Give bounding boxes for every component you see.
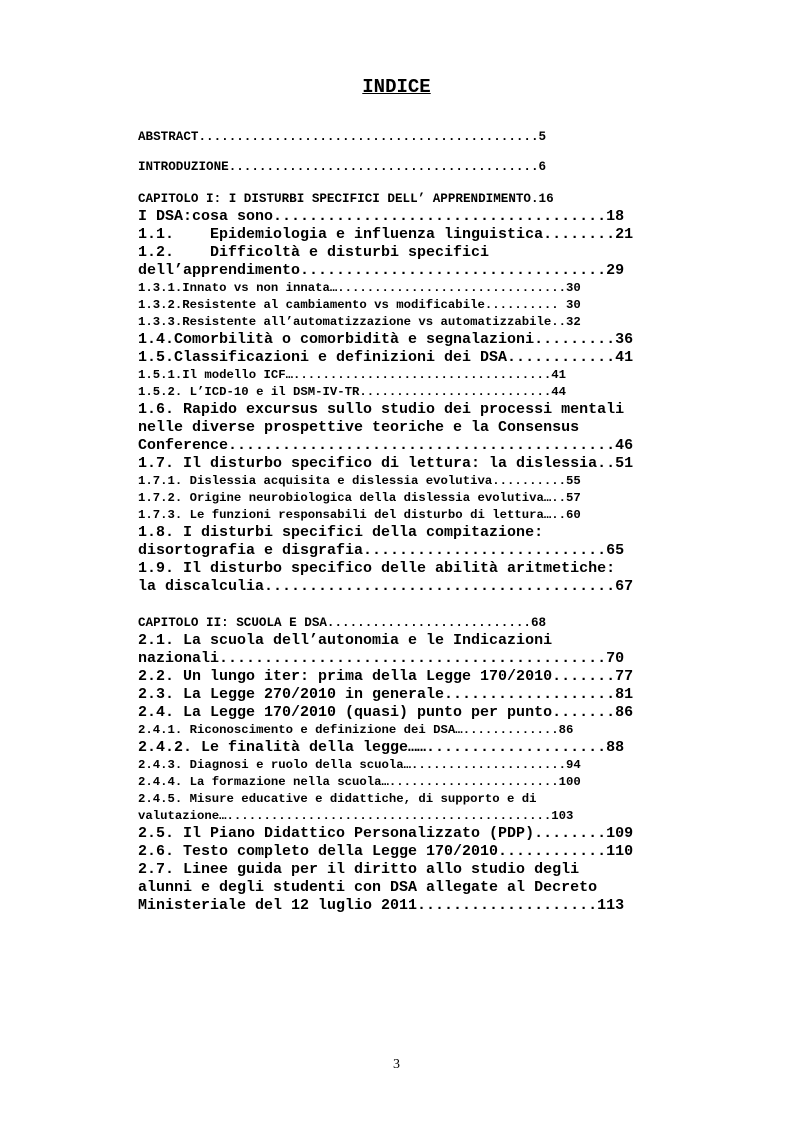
- toc-entry: 2.7. Linee guida per il diritto allo studio degli: [138, 861, 580, 878]
- toc-entry: la discalculia.......................................67: [138, 578, 634, 595]
- toc-entry: I DSA:cosa sono.....................................18: [138, 208, 625, 225]
- toc-entry: dell’apprendimento..................................29: [138, 262, 625, 279]
- toc-entry: alunni e degli studenti con DSA allegate al Decreto: [138, 879, 598, 896]
- toc-entry: 1.4.Comorbilità o comorbidità e segnalazioni.........36: [138, 331, 634, 348]
- page-number: 3: [393, 1057, 400, 1072]
- toc-entry: 1.3.2.Resistente al cambiamento vs modificabile.......... 30: [138, 298, 581, 312]
- toc-entry: INTRODUZIONE.........................................6: [138, 160, 547, 174]
- page-title: INDICE: [362, 76, 431, 98]
- toc-entry: 1.7.3. Le funzioni responsabili del disturbo di lettura…..60: [138, 508, 581, 522]
- toc-entry: 1.6. Rapido excursus sullo studio dei processi mentali: [138, 401, 625, 418]
- toc-entry: 1.7.1. Dislessia acquisita e dislessia evolutiva..........55: [138, 474, 581, 488]
- toc-entry: 1.5.Classificazioni e definizioni dei DSA............41: [138, 349, 634, 366]
- toc-entry: 1.3.1.Innato vs non innata…...............................30: [138, 281, 581, 295]
- toc-entry: disortografia e disgrafia...........................65: [138, 542, 625, 559]
- toc-entry: 2.2. Un lungo iter: prima della Legge 170/2010.......77: [138, 668, 634, 685]
- toc-entry: 1.5.2. L’ICD-10 e il DSM-IV-TR..........................44: [138, 385, 567, 399]
- toc-entry: 1.8. I disturbi specifici della compitazione:: [138, 524, 544, 541]
- toc-entry: 2.4. La Legge 170/2010 (quasi) punto per punto.......86: [138, 704, 634, 721]
- toc-entry: 2.6. Testo completo della Legge 170/2010............110: [138, 843, 634, 860]
- toc-entry: 2.4.5. Misure educative e didattiche, di supporto e di: [138, 792, 537, 806]
- toc-entry: 1.1. Epidemiologia e influenza linguistica........21: [138, 226, 634, 243]
- toc-entry: 1.7.2. Origine neurobiologica della dislessia evolutiva…..57: [138, 491, 581, 505]
- table-of-contents: [138, 128, 680, 915]
- toc-entry: 2.1. La scuola dell’autonomia e le Indicazioni: [138, 632, 553, 649]
- toc-entry: ABSTRACT.............................................5: [138, 130, 547, 144]
- toc-entry: 1.2. Difficoltà e disturbi specifici: [138, 244, 490, 261]
- toc-entry: 1.3.3.Resistente all’automatizzazione vs automatizzabile..32: [138, 315, 581, 329]
- toc-entry: CAPITOLO II: SCUOLA E DSA...........................68: [138, 616, 547, 630]
- toc-entry: 2.5. Il Piano Didattico Personalizzato (PDP)........109: [138, 825, 634, 842]
- toc-entry: 2.4.4. La formazione nella scuola….......................100: [138, 775, 581, 789]
- toc-entry: 1.9. Il disturbo specifico delle abilità aritmetiche:: [138, 560, 616, 577]
- toc-entry: 2.3. La Legge 270/2010 in generale...................81: [138, 686, 634, 703]
- toc-entry: Conference...........................................46: [138, 437, 634, 454]
- toc-entry: 1.7. Il disturbo specifico di lettura: la dislessia..51: [138, 455, 634, 472]
- toc-entry: 2.4.1. Riconoscimento e definizione dei DSA….............86: [138, 723, 574, 737]
- toc-entry: 2.4.2. Le finalità della legge……....................88: [138, 739, 625, 756]
- toc-entry: 2.4.3. Diagnosi e ruolo della scuola….....................94: [138, 758, 581, 772]
- toc-entry: CAPITOLO I: I DISTURBI SPECIFICI DELL’ APPRENDIMENTO.16: [138, 192, 554, 206]
- toc-entry: valutazione…............................................103: [138, 809, 574, 823]
- toc-entry: nelle diverse prospettive teoriche e la Consensus: [138, 419, 580, 436]
- toc-entry: nazionali...........................................70: [138, 650, 625, 667]
- toc-entry: 1.5.1.Il modello ICF…...................................41: [138, 368, 567, 382]
- toc-entry: Ministeriale del 12 luglio 2011....................113: [138, 897, 625, 914]
